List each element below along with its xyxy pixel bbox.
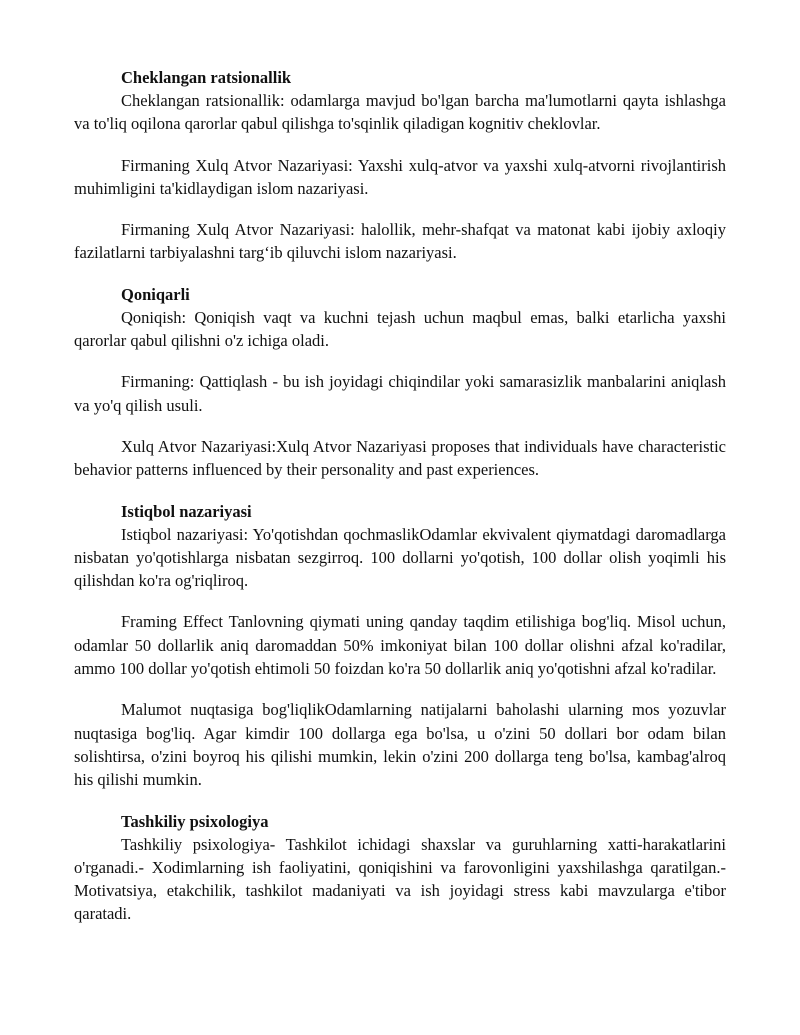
paragraph: Malumot nuqtasiga bog'liqlikOdamlarning natijalarni baholashi ularning mos yozuvlar nuqtasiga bog'liq. Agar kimdir 100 dollarga ega bo'lsa, u o'zini 50 dollari bor odam bilan solishtirsa, o'zini boyroq his qilishi mumkin, lekin o'zini 200 dollarga teng bo'lsa, kambag'alroq his qilishi mumkin. [74,700,726,790]
paragraph: Firmaning: Qattiqlash - bu ish joyidagi chiqindilar yoki samarasizlik manbalarini aniqlash va yo'q qilish usuli. [74,372,726,415]
section-istiqbol-nazariyasi [74,500,726,792]
section-qoniqarli [74,283,726,482]
section-cheklangan-ratsionallik [74,66,726,265]
paragraph: Istiqbol nazariyasi: Yo'qotishdan qochmaslikOdamlar ekvivalent qiymatdagi daromadlarga nisbatan yo'qotishlarga nisbatan sezgirroq. 100 dollarni yo'qotish, 100 dollar olish yoqimli his qilishdan ko'ra og'riqliroq. [74,524,726,591]
paragraph: Xulq Atvor Nazariyasi:Xulq Atvor Nazariyasi proposes that individuals have characteristic behavior patterns influenced by their personality and past experiences. [74,436,726,480]
section-heading: Qoniqarli [121,284,190,304]
section-heading: Tashkiliy psixologiya [121,811,269,831]
section-heading: Cheklangan ratsionallik [121,68,292,87]
paragraph: Tashkiliy psixologiya- Tashkilot ichidagi shaxslar va guruhlarning xatti-harakatlarini o'rganadi.- Xodimlarning ish faoliyatini, qoniqishini va farovonligini yaxshilashga qaratilgan.- Motivatsiya, etakchilik, tashkilot madaniyati va ish joyidagi stress kabi mavzularga e'tibor qaratadi. [74,834,726,924]
paragraph: Qoniqish: Qoniqish vaqt va kuchni tejash uchun maqbul emas, balki etarlicha yaxshi qarorlar qabul qilishni o'z ichiga oladi. [74,307,726,351]
document-page [74,66,726,944]
paragraph: Firmaning Xulq Atvor Nazariyasi: Yaxshi xulq-atvor va yaxshi xulq-atvorni rivojlantirish muhimligini ta'kidlaydigan islom nazariyasi. [74,155,726,198]
paragraph: Firmaning Xulq Atvor Nazariyasi: halollik, mehr-shafqat va matonat kabi ijobiy axloqiy fazilatlarni tarbiyalashni targ‘ib qiluvchi islom nazariyasi. [74,220,726,263]
paragraph: Cheklangan ratsionallik: odamlarga mavjud bo'lgan barcha ma'lumotlarni qayta ishlashga va to'liq oqilona qarorlar qabul qilishga to'sqinlik qiladigan kognitiv cheklovlar. [74,91,726,134]
section-heading: Istiqbol nazariyasi [121,501,252,521]
paragraph: Framing Effect Tanlovning qiymati uning qanday taqdim etilishiga bog'liq. Misol uchun, odamlar 50 dollarlik aniq daromaddan 50% imkoniyat bilan 100 dollar olishni afzal ko'radilar, ammo 100 dollar yo'qotish ehtimoli 50 foizdan ko'ra 50 dollarlik aniq yo'qotishni afzal ko'radilar. [74,612,726,679]
section-tashkiliy-psixologiya [74,810,726,926]
